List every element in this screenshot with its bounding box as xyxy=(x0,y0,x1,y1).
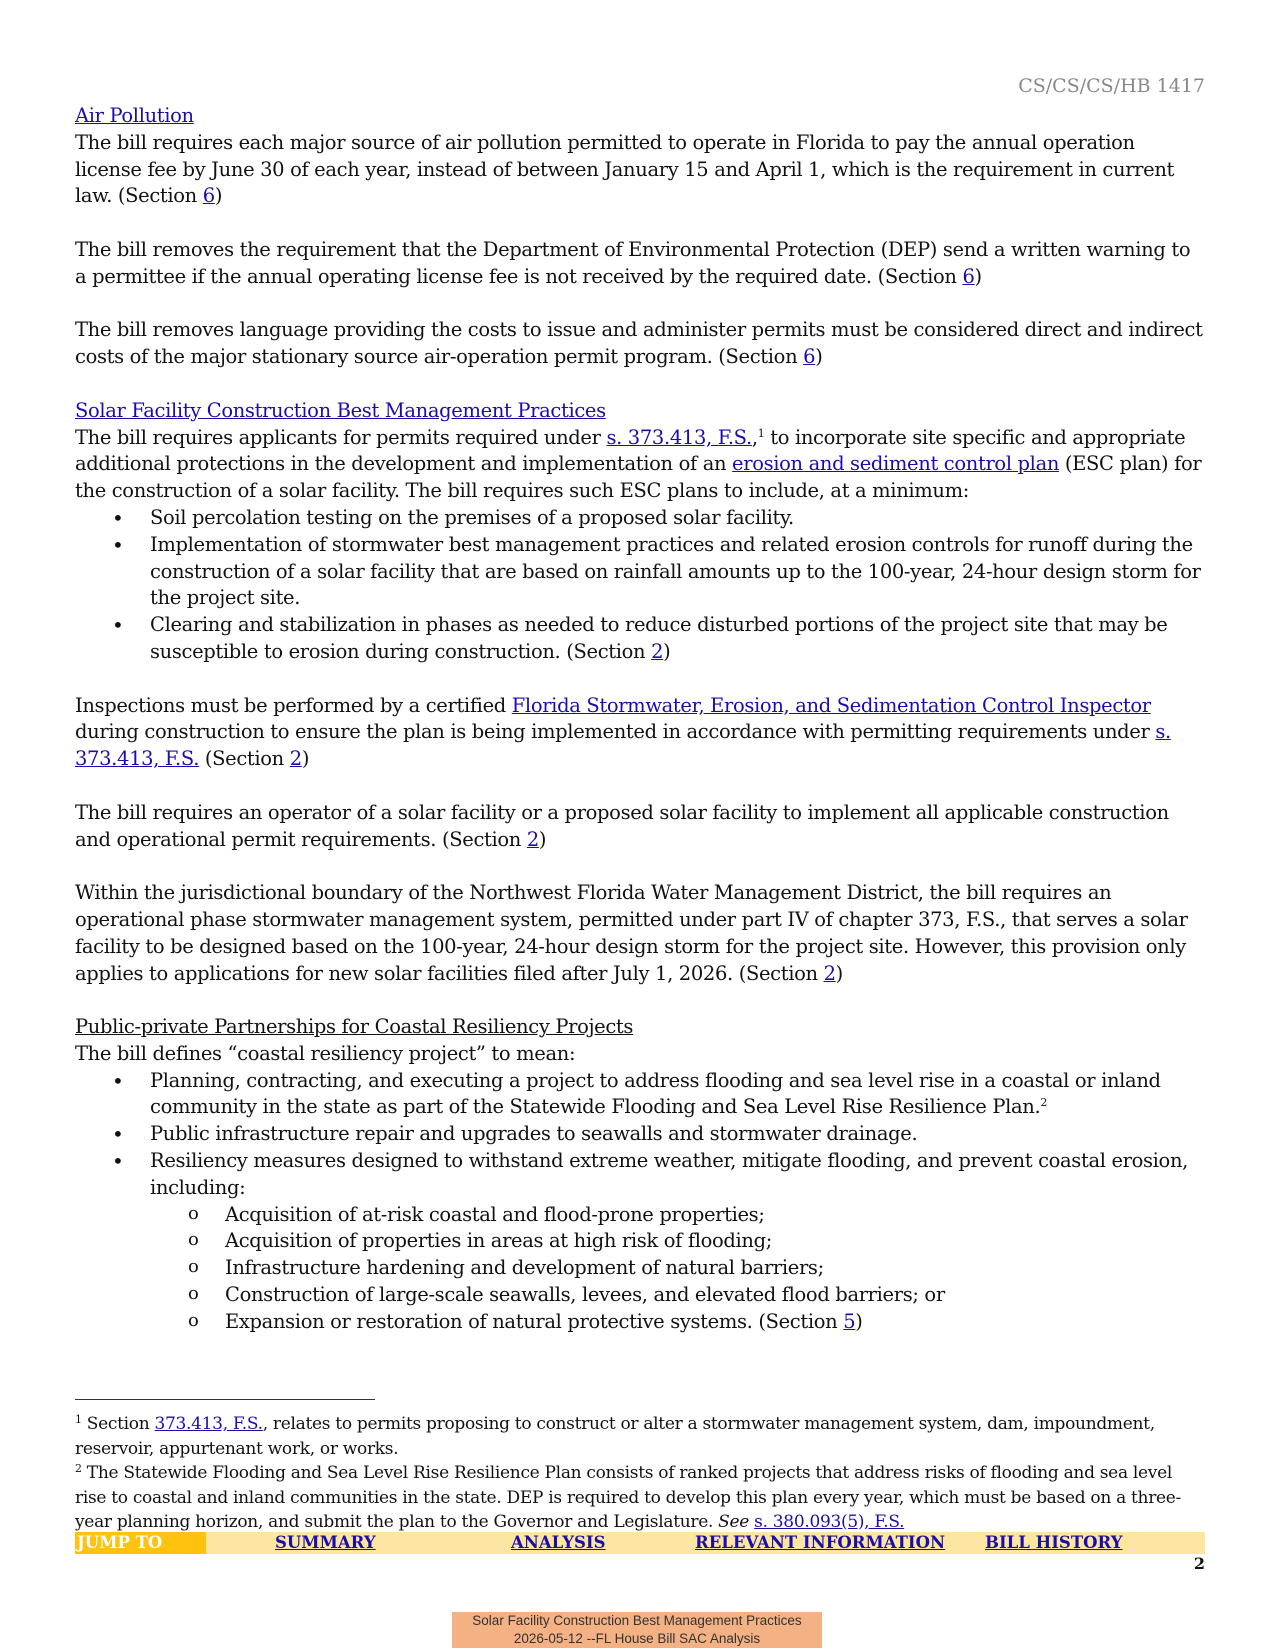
source-tag-subtitle: 2026-05-12 --FL House Bill SAC Analysis xyxy=(513,1631,761,1646)
section-link[interactable]: 2 xyxy=(526,827,539,851)
solar-paragraph-2: Inspections must be performed by a certified Florida Stormwater, Erosion, and Sedimentation Control Inspector during construction to ensure the plan is being implemented in accordance with permitting requirements under s. 373.413, F.S. (Section 2) xyxy=(75,693,1171,771)
list-item: • Clearing and stabilization in phases as needed to reduce disturbed portions of the project site that may be susceptible to erosion during construction. (Section 2) xyxy=(75,612,1205,666)
jump-to-bar xyxy=(75,1532,1205,1554)
footnote-ref: 1 xyxy=(757,426,765,440)
ppp-intro: The bill defines “coastal resiliency project” to mean: xyxy=(75,1041,576,1065)
esc-requirements-list xyxy=(75,505,1205,666)
footnote-1: $^1$ Section 373.413, F.S., relates to permits proposing to construct or alter a stormwater management system, dam, impoundment, reservoir, appurtenant work, or works. xyxy=(75,1413,1155,1459)
solar-paragraph-1: The bill requires applicants for permits required under s. 373.413, F.S.,$^1$ to incorporate site specific and appropriate additional protections in the development and implementation of an erosion and sediment control plan (ESC plan) for the construction of a solar facility. The bill requires such ESC plans to include, at a minimum: xyxy=(75,425,1202,503)
esc-plan-link[interactable]: erosion and sediment control plan xyxy=(732,452,1060,476)
section-link[interactable]: 2 xyxy=(823,961,836,985)
source-tag-title: Solar Facility Construction Best Management Practices xyxy=(472,1613,802,1628)
air-paragraph-3: The bill removes language providing the costs to issue and administer permits must be considered direct and indirect costs of the major stationary source air-operation permit program. (Section 6) xyxy=(75,318,1203,369)
sub-list-item: o Expansion or restoration of natural protective systems. (Section 5) xyxy=(75,1309,1205,1336)
jump-analysis-link[interactable]: ANALYSIS xyxy=(511,1533,606,1552)
section-link[interactable]: 6 xyxy=(202,184,215,208)
section-link[interactable]: 2 xyxy=(651,639,664,663)
source-tag xyxy=(452,1612,822,1648)
footnote-divider xyxy=(75,1399,375,1400)
section-link[interactable]: 6 xyxy=(803,345,816,369)
sub-list-item: o Infrastructure hardening and development of natural barriers; xyxy=(75,1255,1205,1282)
jump-relevant-information-link[interactable]: RELEVANT INFORMATION xyxy=(695,1533,946,1552)
jump-to-label: JUMP TO xyxy=(75,1532,206,1554)
solar-paragraph-4: Within the jurisdictional boundary of the Northwest Florida Water Management District, the bill requires an operational phase stormwater management system, permitted under part IV of chapter 373, F.S., that serves a solar facility to be designed based on the 100-year, 24-hour design storm for the project site. However, this provision only applies to applications for new solar facilities filed after July 1, 2026. (Section 2) xyxy=(75,881,1188,985)
statute-link[interactable]: s. 373.413, F.S. xyxy=(606,425,752,449)
jump-summary-link[interactable]: SUMMARY xyxy=(275,1533,376,1552)
page-content xyxy=(75,103,1205,1336)
list-item: • Public infrastructure repair and upgrades to seawalls and stormwater drainage. xyxy=(75,1121,1205,1148)
footnote-ref: 2 xyxy=(1040,1096,1047,1110)
ppp-definition-list xyxy=(75,1068,1205,1202)
document-id: CS/CS/CS/HB 1417 xyxy=(1018,75,1205,97)
section-link[interactable]: 2 xyxy=(289,747,302,771)
footnote-2: $^2$ The Statewide Flooding and Sea Level Rise Resilience Plan consists of ranked projects that address risks of flooding and sea level rise to coastal and inland communities in the state. DEP is required to develop this plan every year, which must be based on a three-year planning horizon, and submit the plan to the Governor and Legislature. See s. 380.093(5), F.S. xyxy=(75,1462,1181,1532)
jump-bill-history-link[interactable]: BILL HISTORY xyxy=(985,1533,1123,1552)
resiliency-measures-sublist xyxy=(75,1202,1205,1336)
footnotes xyxy=(75,1412,1205,1535)
section-link[interactable]: 5 xyxy=(843,1309,856,1333)
solar-paragraph-3: The bill requires an operator of a solar facility or a proposed solar facility to implement all applicable construction and operational permit requirements. (Section 2) xyxy=(75,800,1169,851)
list-item: • Soil percolation testing on the premises of a proposed solar facility. xyxy=(75,505,1205,532)
statute-link[interactable]: s. 373.413, F.S. xyxy=(75,720,1171,771)
sub-list-item: o Acquisition of properties in areas at high risk of flooding; xyxy=(75,1228,1205,1255)
list-item: • Planning, contracting, and executing a project to address flooding and sea level rise in a coastal or inland community in the state as part of the Statewide Flooding and Sea Level Rise Resilience Plan.$^2$ xyxy=(75,1068,1205,1122)
sub-list-item: o Acquisition of at-risk coastal and flood-prone properties; xyxy=(75,1202,1205,1229)
ppp-heading: Public-private Partnerships for Coastal Resiliency Projects xyxy=(75,1015,634,1039)
air-paragraph-1: The bill requires each major source of air pollution permitted to operate in Florida to pay the annual operation license fee by June 30 of each year, instead of between January 15 and April 1, which is the requirement in current law. (Section 6) xyxy=(75,130,1175,208)
air-pollution-heading-link[interactable]: Air Pollution xyxy=(75,104,194,127)
statute-link[interactable]: s. 380.093(5), F.S. xyxy=(754,1512,905,1532)
statute-link[interactable]: 373.413, F.S. xyxy=(154,1414,263,1434)
list-item: • Implementation of stormwater best management practices and related erosion controls for runoff during the construction of a solar facility that are based on rainfall amounts up to the 100-year, 24-hour design storm for the project site. xyxy=(75,532,1205,612)
solar-heading-link[interactable]: Solar Facility Construction Best Management Practices xyxy=(75,398,606,422)
list-item: • Resiliency measures designed to withstand extreme weather, mitigate flooding, and prevent coastal erosion, including: xyxy=(75,1148,1205,1202)
air-paragraph-2: The bill removes the requirement that the Department of Environmental Protection (DEP) send a written warning to a permittee if the annual operating license fee is not received by the required date. (Section 6) xyxy=(75,237,1191,288)
section-link[interactable]: 6 xyxy=(962,264,975,288)
inspector-link[interactable]: Florida Stormwater, Erosion, and Sedimentation Control Inspector xyxy=(511,693,1151,717)
page-number: 2 xyxy=(1193,1554,1205,1573)
sub-list-item: o Construction of large-scale seawalls, levees, and elevated flood barriers; or xyxy=(75,1282,1205,1309)
